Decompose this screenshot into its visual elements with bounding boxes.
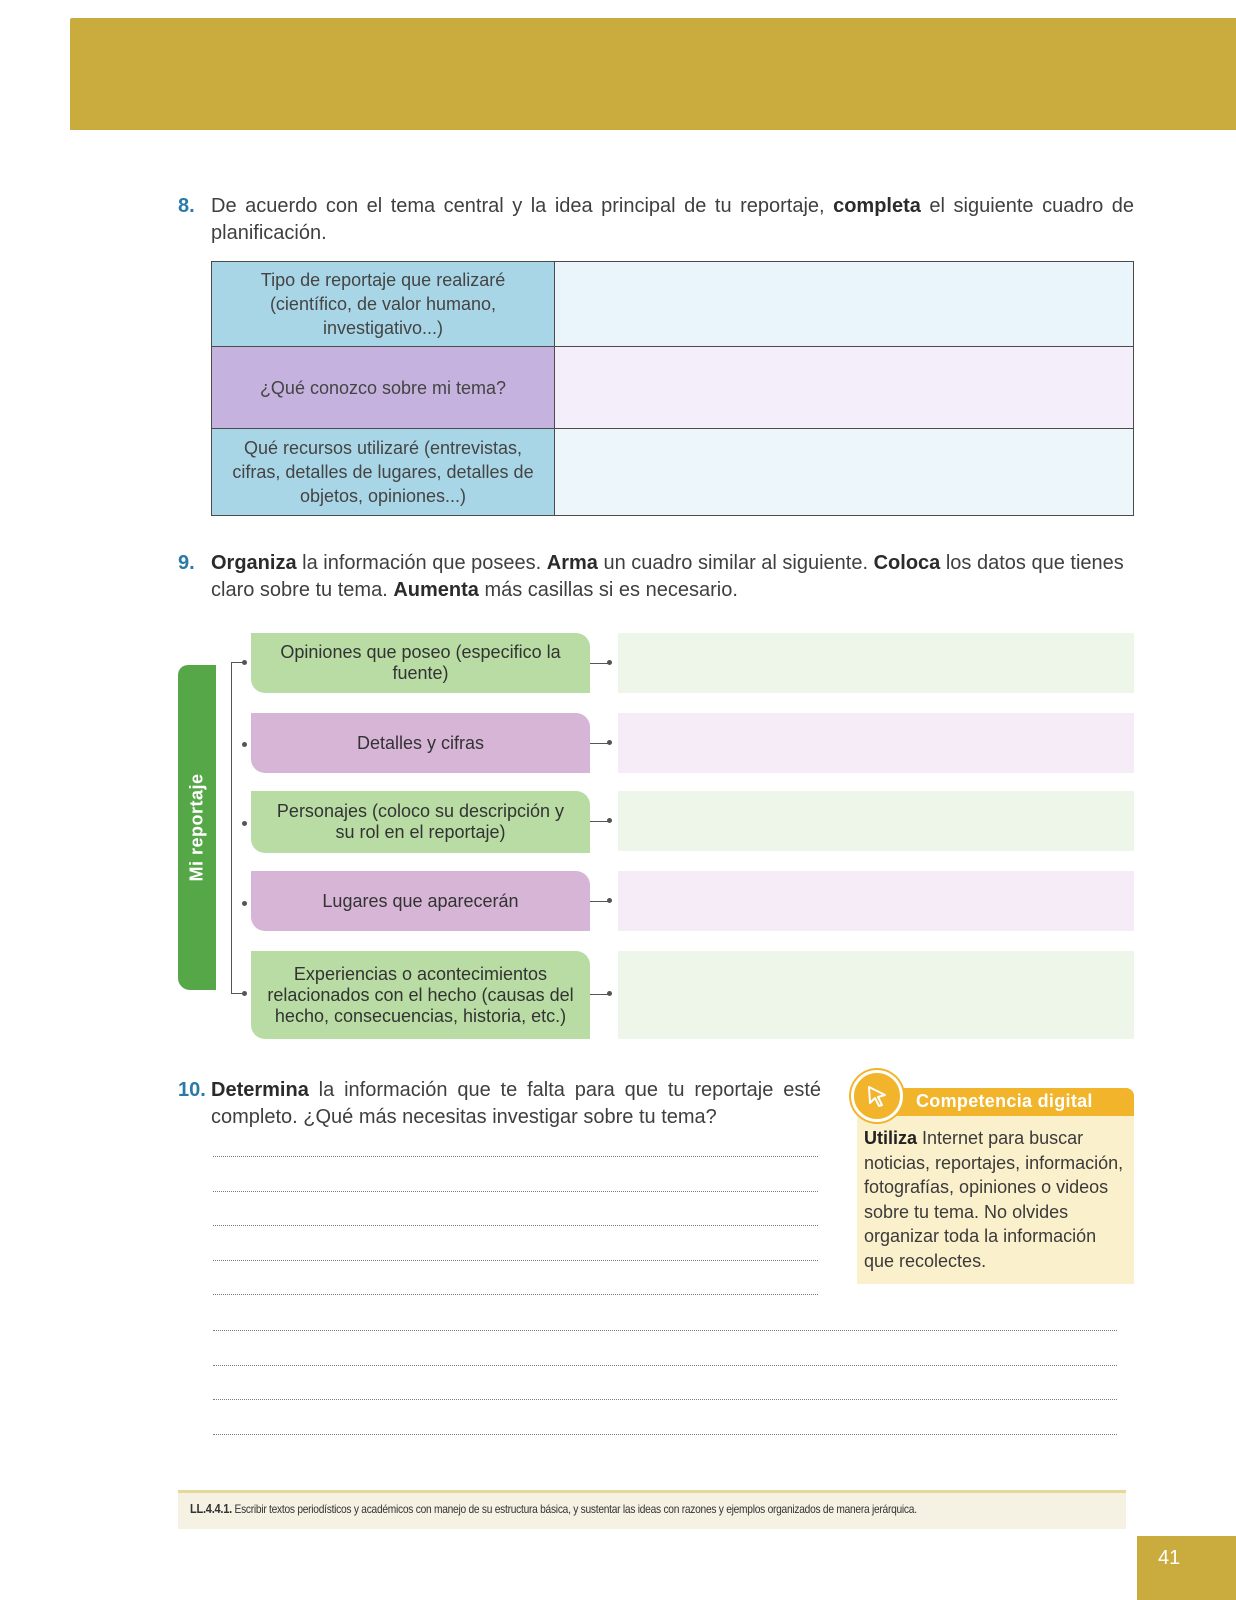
connector-dot bbox=[242, 901, 247, 906]
connector-dot bbox=[242, 991, 247, 996]
answer-line[interactable] bbox=[213, 1365, 1117, 1366]
question-number: 8. bbox=[178, 195, 195, 217]
planning-table bbox=[211, 261, 1134, 516]
answer-line[interactable] bbox=[213, 1225, 818, 1226]
competencia-title: Competencia digital bbox=[916, 1091, 1093, 1111]
table-row bbox=[212, 347, 1134, 429]
connector-dot bbox=[607, 991, 612, 996]
answer-cell[interactable] bbox=[555, 347, 1134, 429]
diagram-box-experiences: Experiencias o acontecimientos relacionados con el hecho (causas del hecho, consecuencias, historia, etc.) bbox=[251, 951, 590, 1039]
answer-field-experiences[interactable] bbox=[618, 951, 1134, 1039]
connector-dot bbox=[242, 742, 247, 747]
question-9 bbox=[178, 550, 1134, 604]
diagram-side-label: Mi reportaje bbox=[186, 773, 207, 882]
answer-field-places[interactable] bbox=[618, 871, 1134, 931]
connector-dot bbox=[607, 898, 612, 903]
answer-field-details[interactable] bbox=[618, 713, 1134, 773]
answer-line[interactable] bbox=[213, 1191, 818, 1192]
answer-cell[interactable] bbox=[555, 262, 1134, 347]
answer-line[interactable] bbox=[213, 1330, 1117, 1331]
connector-dot bbox=[607, 740, 612, 745]
diagram-box-details: Detalles y cifras bbox=[251, 713, 590, 773]
bracket-line bbox=[231, 662, 243, 994]
question-8 bbox=[178, 193, 1134, 247]
answer-line[interactable] bbox=[213, 1156, 818, 1157]
row-label: Tipo de reportaje que realizaré (científico, de valor humano, investigativo...) bbox=[212, 262, 555, 347]
answer-field-characters[interactable] bbox=[618, 791, 1134, 851]
question-text: Organiza la información que posees. Arma un cuadro similar al siguiente. Coloca los datos que tienes claro sobre tu tema. Aumenta más casillas si es necesario. bbox=[211, 552, 1124, 601]
row-label: Qué recursos utilizaré (entrevistas, cifras, detalles de lugares, detalles de objetos, opiniones...) bbox=[212, 429, 555, 516]
diagram-box-places: Lugares que aparecerán bbox=[251, 871, 590, 931]
connector-dot bbox=[607, 818, 612, 823]
answer-line[interactable] bbox=[213, 1294, 818, 1295]
answer-line[interactable] bbox=[213, 1260, 818, 1261]
table-row bbox=[212, 429, 1134, 516]
question-number: 9. bbox=[178, 552, 195, 574]
answer-cell[interactable] bbox=[555, 429, 1134, 516]
diagram-box-characters: Personajes (coloco su descripción y su rol en el reportaje) bbox=[251, 791, 590, 853]
answer-field-opinions[interactable] bbox=[618, 633, 1134, 693]
competencia-text: Utiliza Internet para buscar noticias, reportajes, información, fotografías, opiniones o videos sobre tu tema. No olvides organizar toda la información que recolectes. bbox=[864, 1128, 1124, 1271]
connector-dot bbox=[607, 660, 612, 665]
footer-standard: LL.4.4.1. Escribir textos periodísticos y académicos con manejo de su estructura básica, y sustentar las ideas con razones y ejemplos organizados de manera jerárquica. bbox=[190, 1501, 917, 1516]
question-10 bbox=[178, 1077, 821, 1131]
question-number: 10. bbox=[178, 1079, 206, 1101]
answer-line[interactable] bbox=[213, 1434, 1117, 1435]
page-tab bbox=[1137, 1536, 1236, 1600]
cursor-arrow-icon bbox=[851, 1070, 903, 1122]
connector-dot bbox=[242, 660, 247, 665]
page-number: 41 bbox=[1158, 1547, 1181, 1569]
row-label: ¿Qué conozco sobre mi tema? bbox=[212, 347, 555, 429]
connector-dot bbox=[242, 821, 247, 826]
answer-line[interactable] bbox=[213, 1399, 1117, 1400]
header-band bbox=[70, 18, 1236, 130]
diagram-box-opinions: Opiniones que poseo (especifico la fuente) bbox=[251, 633, 590, 693]
question-text: Determina la información que te falta para que tu reportaje esté completo. ¿Qué más necesitas investigar sobre tu tema? bbox=[211, 1079, 821, 1128]
table-row bbox=[212, 262, 1134, 347]
question-text: De acuerdo con el tema central y la idea principal de tu reportaje, completa el siguiente cuadro de planificación. bbox=[211, 195, 1134, 244]
